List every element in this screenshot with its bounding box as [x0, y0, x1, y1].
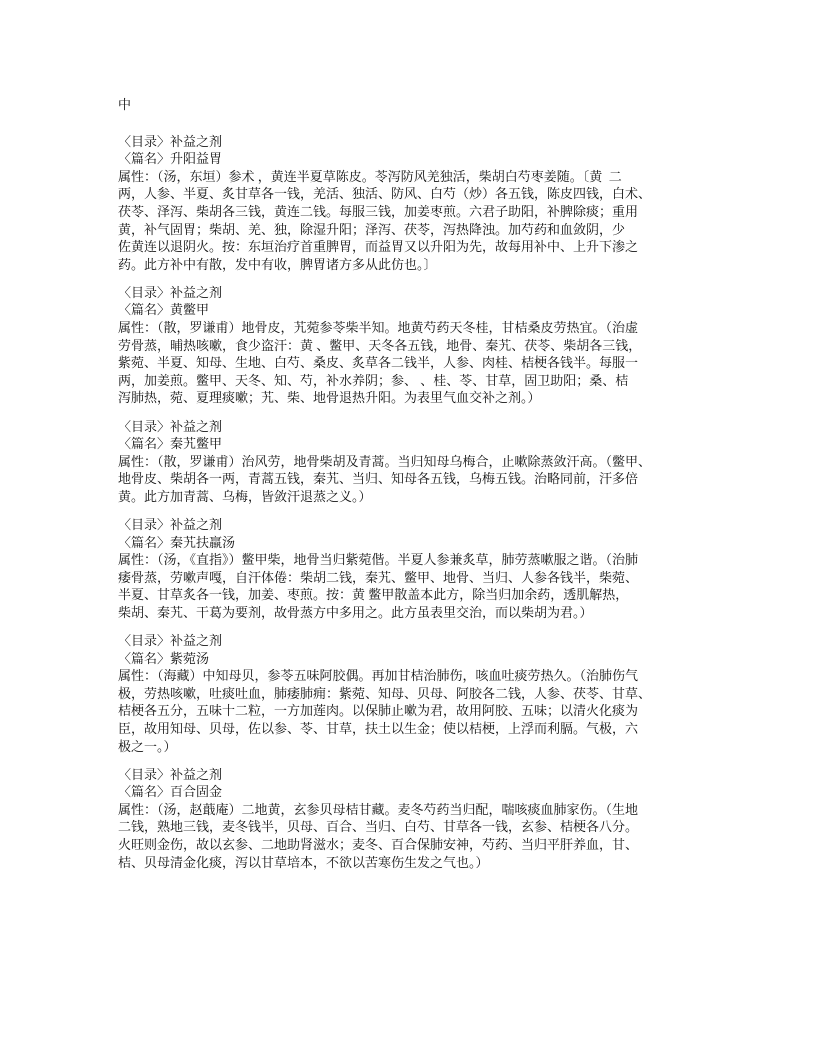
- entry-body-line: 茯苓、泽泻、柴胡各三钱，黄连二钱。每服三钱，加姜枣煎。六君子助阳，补脾除痰；重用: [118, 203, 639, 219]
- entry-body-line: 属性：（海藏）中知母贝，参苓五味阿胶偶。再加甘桔治肺伤，咳血吐痰劳热久。（治肺伤气: [118, 668, 639, 684]
- entry-section: [118, 133, 718, 274]
- entry-body-line: 桔梗各五分，五味十二粒，一方加莲肉。以保肺止嗽为君，故用阿胶、五味；以清火化痰为: [118, 703, 639, 719]
- entry-title: 〈篇名〉百合固金: [118, 784, 223, 800]
- entry-body-line: 属性：（汤，《直指》）鳖甲柴，地骨当归紫菀偕。半夏人参兼炙草，肺劳蒸嗽服之谐。（治肺: [118, 552, 639, 568]
- entry-body-line: 属性：（汤，赵蕺庵）二地黄，玄参贝母桔甘藏。麦冬芍药当归配，喘咳痰血肺家伤。（生地: [118, 801, 639, 817]
- entry-section: [118, 284, 718, 407]
- entry-title: 〈篇名〉秦艽扶羸汤: [118, 534, 236, 550]
- entry-body-line: 属性：（散，罗谦甫）地骨皮，艽菀参苓柴半知。地黄芍药天冬桂，甘桔桑皮劳热宜。（治虚: [118, 320, 639, 336]
- catalog-label: 〈目录〉补益之剂: [118, 633, 223, 649]
- entry-body-line: 药。此方补中有散，发中有收，脾胃诸方多从此仿也。〕: [118, 256, 437, 272]
- entry-section: [118, 418, 718, 506]
- entry-body-line: 泻肺热，菀、夏理痰嗽；艽、柴、地骨退热升阳。为表里气血交补之剂。）: [118, 390, 541, 406]
- entry-title: 〈篇名〉秦艽鳖甲: [118, 436, 223, 452]
- entry-body-line: 黄，补气固胃；柴胡、羌、独，除湿升阳；泽泻、茯苓，泻热降浊。加芍药和血敛阴，少: [118, 221, 626, 237]
- entry-body-line: 半夏、甘草炙各一钱，加姜、枣煎。按：黄 鳖甲散盖本此方，除当归加余药，透肌解热，: [118, 587, 629, 603]
- page-marker: 中: [118, 97, 132, 112]
- entry-body-line: 两，人参、半夏、炙甘草各一钱，羌活、独活、防风、白芍（炒）各五钱，陈皮四钱，白术、: [118, 186, 652, 202]
- entry-body-line: 痿骨蒸，劳嗽声嘎，自汗体倦：柴胡二钱，秦艽、鳖甲、地骨、当归、人参各钱半，柴菀、: [118, 569, 639, 585]
- entry-title: 〈篇名〉紫菀汤: [118, 650, 210, 666]
- sections: [118, 133, 718, 872]
- catalog-label: 〈目录〉补益之剂: [118, 766, 223, 782]
- entry-body-line: 劳骨蒸，晡热咳嗽，食少盗汗：黄 、鳖甲、天冬各五钱，地骨、秦艽、茯苓、柴胡各三钱，: [118, 337, 642, 353]
- entry-body-line: 属性：（汤，东垣）参术 ，黄连半夏草陈皮。苓泻防风羌独活，柴胡白芍枣姜随。〔黄 二: [118, 168, 622, 184]
- catalog-label: 〈目录〉补益之剂: [118, 284, 223, 300]
- entry-body-line: 极，劳热咳嗽，吐痰吐血，肺痿肺痈：紫菀、知母、贝母、阿胶各二钱，人参、茯苓、甘草、: [118, 685, 652, 701]
- entry-body-line: 桔、贝母清金化痰，泻以甘草培本，不欲以苦寒伤生发之气也。）: [118, 854, 489, 870]
- entry-section: [118, 516, 718, 622]
- entry-body-line: 臣，故用知母、贝母，佐以参、苓、甘草，扶土以生金；使以桔梗，上浮而利膈。气极，六: [118, 721, 639, 736]
- entry-body-line: 极之一。）: [118, 738, 177, 754]
- entry-title: 〈篇名〉黄鳖甲: [118, 302, 210, 318]
- entry-body-line: 黄。此方加青蒿、乌梅，皆敛汗退蒸之义。）: [118, 488, 372, 504]
- entry-body-line: 火旺则金伤，故以玄参、二地助肾滋水；麦冬、百合保肺安神，芍药、当归平肝养血，甘、: [118, 837, 639, 853]
- entry-body-line: 柴胡、秦艽、干葛为要剂，故骨蒸方中多用之。此方虽表里交治，而以柴胡为君。）: [118, 604, 593, 620]
- catalog-label: 〈目录〉补益之剂: [118, 133, 223, 149]
- entry-body-line: 紫菀、半夏、知母、生地、白芍、桑皮、炙草各二钱半，人参、肉桂、桔梗各钱半。每服一: [118, 355, 639, 371]
- entry-section: [118, 766, 718, 872]
- entry-body-line: 属性：（散，罗谦甫）治风劳，地骨柴胡及青蒿。当归知母乌梅合，止嗽除蒸敛汗高。（鳖甲、: [118, 453, 652, 469]
- entry-title: 〈篇名〉升阳益胃: [118, 151, 223, 167]
- entry-body-line: 地骨皮、柴胡各一两，青蒿五钱，秦艽、当归、知母各五钱，乌梅五钱。治略同前，汗多倍: [118, 471, 639, 487]
- catalog-label: 〈目录〉补益之剂: [118, 516, 223, 532]
- catalog-label: 〈目录〉补益之剂: [118, 418, 223, 434]
- document-page: [118, 96, 718, 882]
- entry-body-line: 佐黄连以退阴火。按：东垣治疗首重脾胃，而益胃又以升阳为先，故每用补中、上升下渗之: [118, 239, 639, 255]
- entry-body-line: 两，加姜煎。鳖甲、天冬、知、芍，补水养阴；参、 、桂、苓、甘草，固卫助阳；桑、桔: [118, 372, 629, 388]
- entry-section: [118, 632, 718, 755]
- entry-body-line: 二钱，熟地三钱，麦冬钱半，贝母、百合、当归、白芍、甘草各一钱，玄参、桔梗各八分。: [118, 819, 639, 835]
